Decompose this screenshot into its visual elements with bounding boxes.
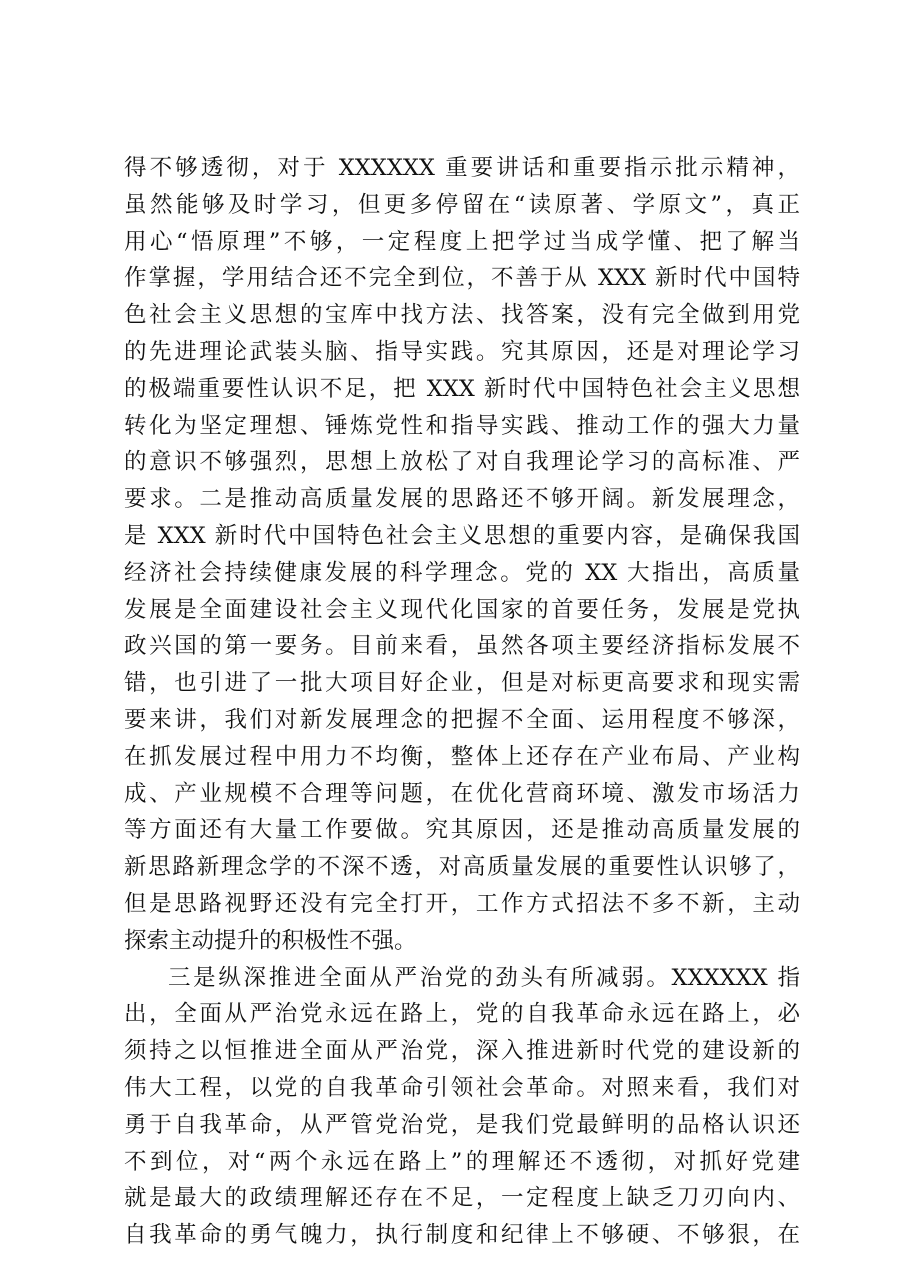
text-line: 伟大工程，以党的自我革命引领社会革命。对照来看，我们对 [124,1074,800,1101]
text-line: 用心“悟原理”不够，一定程度上把学过当成学懂、把了解当 [124,228,800,255]
text-line: 探索主动提升的积极性不强。 [124,927,417,954]
text-line: 错，也引进了一批大项目好企业，但是对标更高要求和现实需 [124,670,800,697]
text-line: 勇于自我革命，从严管党治党，是我们党最鲜明的品格认识还 [124,1111,800,1138]
text-line: 三是纵深推进全面从严治党的劲头有所减弱。XXXXXX 指 [168,964,800,991]
text-line: 的意识不够强烈，思想上放松了对自我理论学习的高标准、严 [124,449,800,476]
text-line: 要求。二是推动高质量发展的思路还不够开阔。新发展理念， [124,486,800,513]
text-line: 就是最大的政绩理解还存在不足，一定程度上缺乏刀刃向内、 [124,1185,800,1212]
text-line: 自我革命的勇气魄力，执行制度和纪律上不够硬、不够狠，在 [124,1222,800,1249]
text-line: 是 XXX 新时代中国特色社会主义思想的重要内容，是确保我国 [124,522,800,549]
body-text [124,150,800,1254]
text-line: 得不够透彻，对于 XXXXXX 重要讲话和重要指示批示精神， [124,155,800,181]
text-line: 在抓发展过程中用力不均衡，整体上还存在产业布局、产业构 [124,743,800,770]
text-line: 色社会主义思想的宝库中找方法、找答案，没有完全做到用党 [124,302,800,329]
text-line: 等方面还有大量工作要做。究其原因，还是推动高质量发展的 [124,817,800,844]
text-line: 政兴国的第一要务。目前来看，虽然各项主要经济指标发展不 [124,633,800,660]
text-line: 须持之以恒推进全面从严治党，深入推进新时代党的建设新的 [124,1038,800,1065]
text-line: 不到位，对“两个永远在路上”的理解还不透彻，对抓好党建 [124,1148,800,1175]
text-line: 转化为坚定理想、锤炼党性和指导实践、推动工作的强大力量 [124,412,800,439]
text-line: 发展是全面建设社会主义现代化国家的首要任务，发展是党执 [124,596,800,623]
text-line: 要来讲，我们对新发展理念的把握不全面、运用程度不够深， [124,706,800,733]
text-line: 成、产业规模不合理等问题，在优化营商环境、激发市场活力 [124,780,800,807]
text-line: 的极端重要性认识不足，把 XXX 新时代中国特色社会主义思想 [124,375,800,402]
text-line: 经济社会持续健康发展的科学理念。党的 XX 大指出，高质量 [124,559,800,586]
text-line: 新思路新理念学的不深不透，对高质量发展的重要性认识够了， [124,854,800,881]
text-line: 但是思路视野还没有完全打开，工作方式招法不多不新，主动 [124,890,800,917]
text-line: 出，全面从严治党永远在路上，党的自我革命永远在路上，必 [124,1001,800,1028]
text-line: 虽然能够及时学习，但更多停留在“读原著、学原文”，真正 [124,191,800,218]
text-line: 作掌握，学用结合还不完全到位，不善于从 XXX 新时代中国特 [124,265,800,292]
text-line: 的先进理论武装头脑、指导实践。究其原因，还是对理论学习 [124,338,800,365]
